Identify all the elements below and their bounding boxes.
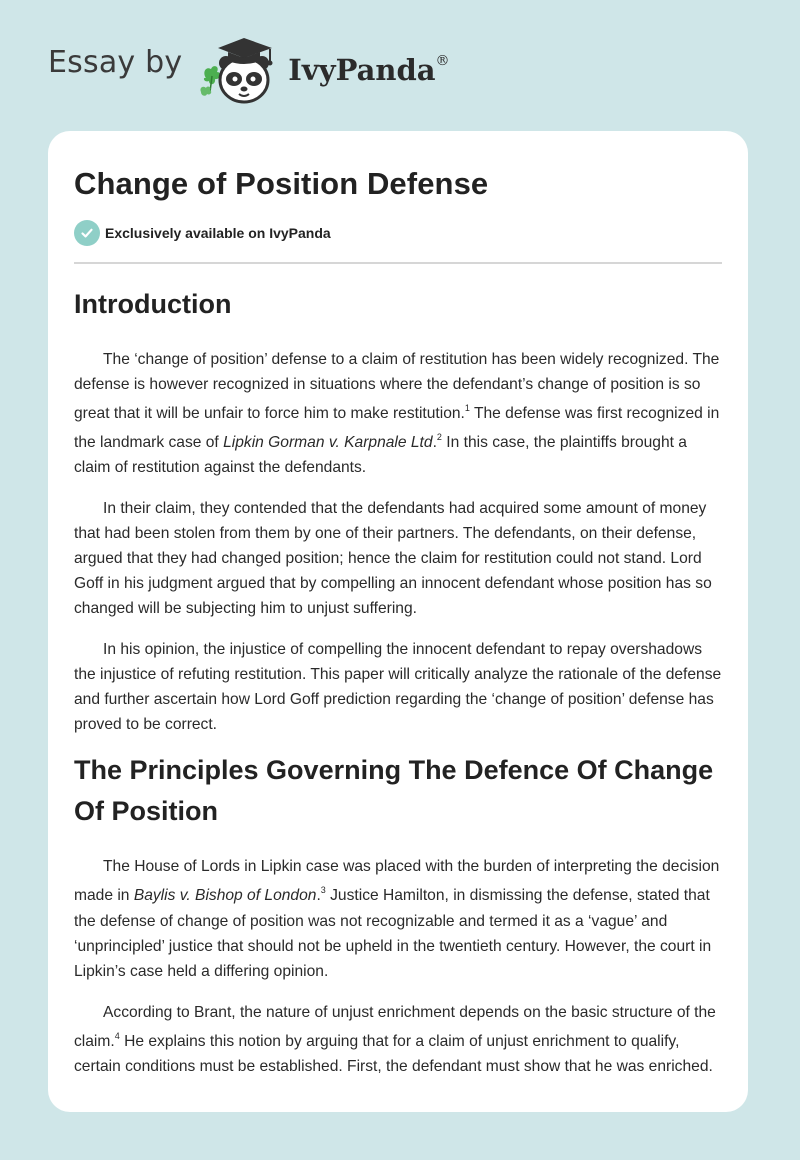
paragraph: The House of Lords in Lipkin case was placed with the burden of interpreting the decision made in Baylis v. Bishop of London.$^3$ Justice Hamilton, in dismissing the defense, stated that the defense of change of position was not recognizable and termed it as a ‘vague’ and ‘unprincipled’ justice that should not be upheld in the twentieth century. However, the court in Lipkin’s case held a differing opinion.	[74, 858, 720, 980]
footnote-ref[interactable]: 4	[114, 1030, 120, 1041]
footnote-ref[interactable]: 2	[436, 432, 442, 443]
brand-prefix: Essay by	[48, 44, 183, 80]
paragraph: In his opinion, the injustice of compelling the innocent defendant to repay overshadows the injustice of refuting restitution. This paper will critically analyze the rationale of the defense and further ascertain how Lord Goff prediction regarding the ‘change of position’ defense has proved to be correct.	[74, 641, 722, 734]
footnote-ref[interactable]: 1	[464, 403, 470, 413]
case-name: Baylis v. Bishop of London	[133, 887, 317, 905]
essay-title: Change of Position Defense	[74, 166, 489, 201]
panda-graduation-cap-icon	[198, 30, 284, 110]
paragraph: In their claim, they contended that the defendants had acquired some amount of money that had been stolen from them by one of their partners. The defendants, on their defense, argued that they had changed position; hence the claim for restitution could not stand. Lord Goff in his judgment argued that by compelling an innocent defendant whose position has so changed will be subjecting him to unjust suffering.	[74, 500, 712, 618]
paragraph: According to Brant, the nature of unjust enrichment depends on the basic structure of the claim.$^4$ He explains this notion by arguing that for a claim of unjust enrichment to qualify, certain conditions must be established. First, the defendant must show that he was enriched.	[74, 1003, 716, 1075]
essay-card	[48, 131, 748, 1112]
divider	[74, 262, 722, 264]
exclusive-badge	[74, 220, 722, 246]
brand-header	[48, 30, 450, 110]
section-heading-principles: The Principles Governing The Defence Of Change Of Position	[74, 755, 714, 827]
brand-name: IvyPanda®	[288, 53, 450, 87]
exclusive-label: Exclusively available on IvyPanda	[105, 225, 331, 241]
case-name: Lipkin Gorman v. Karpnale Ltd	[223, 434, 433, 452]
paragraph: The ‘change of position’ defense to a claim of restitution has been widely recognized. The defense is however recognized in situations where the defendant’s change of position is so great that it will be unfair to force him to make restitution.$^1$ The defense was first recognized in the landmark case of Lipkin Gorman v. Karpnale Ltd.$^2$ In this case, the plaintiffs brought a claim of restitution against the defendants.	[74, 351, 720, 477]
check-icon	[74, 220, 100, 246]
section-heading-introduction: Introduction	[74, 289, 232, 319]
ivy-leaf-icon	[201, 66, 221, 96]
footnote-ref[interactable]: 3	[320, 885, 326, 896]
